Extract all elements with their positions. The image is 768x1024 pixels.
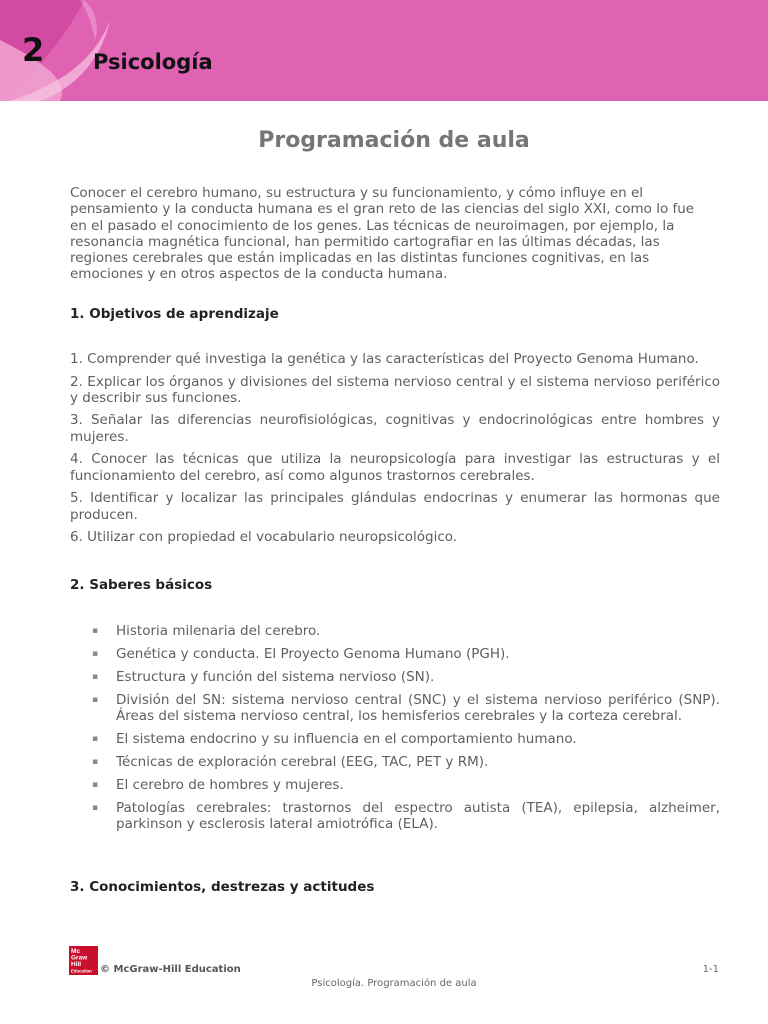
objective-item: 6. Utilizar con propiedad el vocabulario neuropsicológico. [70, 529, 458, 546]
logo-text-hill: Hill [71, 961, 82, 968]
list-item-text: Patologías cerebrales: trastornos del espectro autista (TEA), epilepsia, alzheimer, parkinson y esclerosis lateral amiotrófica (ELA). [116, 800, 720, 832]
list-item-text: Estructura y función del sistema nervioso (SN). [116, 669, 435, 685]
list-item [90, 623, 720, 639]
objective-item: 4. Conocer las técnicas que utiliza la neuropsicología para investigar las estructuras y el funcionamiento del cerebro, así como algunos trastornos cerebrales. [70, 451, 720, 484]
list-item-text: El cerebro de hombres y mujeres. [116, 777, 344, 793]
section-heading-saberes: 2. Saberes básicos [70, 577, 213, 593]
logo-text-graw: Graw [71, 954, 88, 962]
bullet-icon: ▪ [92, 649, 99, 659]
bullet-icon: ▪ [92, 626, 99, 636]
objective-item: 3. Señalar las diferencias neurofisiológicas, cognitivas y endocrinológicas entre hombres y mujeres. [70, 412, 720, 445]
list-item-text: Genética y conducta. El Proyecto Genoma Humano (PGH). [116, 646, 510, 662]
list-item-text: División del SN: sistema nervioso central (SNC) y el sistema nervioso periférico (SNP). Áreas del sistema nervioso central, los hemisferios cerebrales y la corteza cerebral. [116, 692, 720, 724]
bullet-icon: ▪ [92, 672, 99, 682]
list-item-text: Historia milenaria del cerebro. [116, 623, 321, 639]
intro-paragraph: Conocer el cerebro humano, su estructura y su funcionamiento, y cómo influye en el pensamiento y la conducta humana es el gran reto de las ciencias del siglo XXI, como lo fue en el pasado el conocimiento de los genes. Las técnicas de neuroimagen, por ejemplo, la resonancia magnética funcional, han permitido cartografiar en las últimas décadas, las regiones cerebrales que están implicadas en las distintas funciones cognitivas, en las emociones y en otros aspectos de la conducta humana. [70, 185, 695, 283]
list-item-text: Técnicas de exploración cerebral (EEG, TAC, PET y RM). [116, 754, 489, 770]
list-item [90, 692, 720, 724]
bullet-icon: ▪ [92, 780, 99, 790]
section-heading-conocimientos: 3. Conocimientos, destrezas y actitudes [70, 879, 375, 895]
saberes-list [90, 623, 720, 839]
bullet-icon: ▪ [92, 803, 99, 813]
objective-item: 5. Identificar y localizar las principales glándulas endocrinas y enumerar las hormonas que producen. [70, 490, 720, 523]
list-item [90, 800, 720, 832]
list-item [90, 646, 720, 662]
objective-item: 1. Comprender qué investiga la genética y las características del Proyecto Genoma Humano. [70, 351, 699, 367]
objectives-list [70, 351, 720, 552]
bullet-icon: ▪ [92, 757, 99, 767]
chapter-number: 2 [22, 31, 45, 69]
page-title: Programación de aula [258, 128, 530, 153]
logo-text-mc: Mc [71, 948, 81, 955]
mcgraw-hill-logo [69, 946, 98, 975]
list-item [90, 754, 720, 770]
objective-item: 2. Explicar los órganos y divisiones del sistema nervioso central y el sistema nervioso periférico y describir sus funciones. [70, 373, 720, 406]
list-item [90, 731, 720, 747]
list-item-text: El sistema endocrino y su influencia en el comportamiento humano. [116, 731, 577, 747]
subject-title: Psicología [93, 50, 213, 74]
footer-running-title: Psicología. Programación de aula [311, 978, 477, 989]
section-heading-objetivos: 1. Objetivos de aprendizaje [70, 306, 279, 322]
bullet-icon: ▪ [92, 734, 99, 744]
logo-text-education: Education [71, 968, 92, 974]
footer-page-number: 1-1 [702, 964, 719, 975]
footer-copyright: © McGraw-Hill Education [100, 964, 241, 975]
bullet-icon: ▪ [92, 695, 99, 705]
list-item [90, 777, 720, 793]
list-item [90, 669, 720, 685]
